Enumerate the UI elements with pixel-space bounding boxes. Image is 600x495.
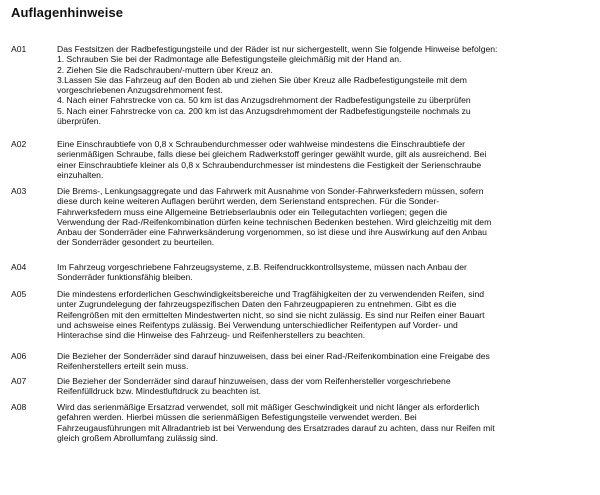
entry-code: A05	[11, 289, 27, 299]
entry-code: A04	[11, 262, 27, 272]
text-line: Reifenherstellers erteilt sein muss.	[57, 361, 189, 372]
text-line: 5. Nach einer Fahrstrecke von ca. 200 km ist das Anzugsdrehmoment der Radbefestigungsteile nochmals zu	[57, 105, 471, 116]
text-line: Verwendung der Rad-/Reifenkombination dürfen keine technischen Bedenken bestehen. Wird gleichzeitig mit dem	[57, 216, 492, 227]
entry-text	[57, 376, 597, 397]
entry-code: A02	[11, 139, 27, 149]
text-line: überprüfen.	[57, 116, 101, 127]
text-line: Die Bezieher der Sonderräder sind darauf hinzuweisen, dass bei einer Rad-/Reifenkombination eine Freigabe des	[57, 351, 490, 361]
text-line: serienmäßigen Schraube, falls diese bei gleichem Radwerkstoff geringer gewählt wurde, gilt als ausreichend. Bei	[57, 149, 487, 160]
text-line: Das Festsitzen der Radbefestigungsteile und der Räder ist nur sichergestellt, wenn Sie folgende Hinweise befolgen:	[57, 44, 498, 54]
text-line: 4. Nach einer Fahrstrecke von ca. 50 km ist das Anzugsdrehmoment der Radbefestigungsteile zu überprüfen	[57, 95, 471, 106]
text-line: Sonderräder funktionsfähig bleiben.	[57, 272, 193, 283]
text-line: Im Fahrzeug vorgeschriebene Fahrzeugsysteme, z.B. Reifendruckkontrollsysteme, müssen nach Anbau der	[57, 262, 467, 272]
text-line: Reifengrößen mit den ermittelten Mindestwerten nicht, so sind sie nicht zulässig. Es sind nur Reifen einer Bauart	[57, 309, 485, 320]
text-line: Wird das serienmäßige Ersatzrad verwendet, soll mit mäßiger Geschwindigkeit und nicht länger als erforderlich	[57, 402, 480, 412]
entry-code: A07	[11, 376, 27, 386]
entry-text	[57, 186, 597, 248]
text-line: vorgeschriebenen Anzugsdrehmoment fest.	[57, 85, 223, 96]
text-line: Eine Einschraubtiefe von 0,8 x Schraubendurchmesser oder wahlweise mindestens die Einschraubtiefe der	[57, 139, 465, 149]
entry-text	[57, 139, 597, 180]
text-line: gefahren werden. Hierbei müssen die serienmäßigen Befestigungsteile verwendet werden. Bei	[57, 412, 417, 423]
text-line: 3.Lassen Sie das Fahrzeug auf den Boden ab und ziehen Sie über Kreuz alle Radbefestigungsteile mit dem	[57, 74, 467, 85]
entry-text	[57, 351, 597, 372]
text-line: und achsweise eines Reifentyps zulässig. Bei Verwendung unterschiedlicher Reifentypen auf Vorder- und	[57, 319, 458, 330]
text-line: Fahrwerksfedern muss eine Allgemeine Betriebserlaubnis oder ein Teilegutachten vorliegen; gegen die	[57, 206, 448, 217]
page-title: Auflagenhinweise	[11, 5, 124, 20]
text-line: Hinterachse sind die Hinweise des Fahrzeug- und Reifenherstellers zu beachten.	[57, 330, 366, 341]
text-line: einzuhalten.	[57, 169, 104, 180]
text-line: 1. Schrauben Sie bei der Radmontage alle Befestigungsteile gleichmäßig mit der Hand an.	[57, 54, 402, 65]
entry-code: A01	[11, 44, 27, 54]
text-line: diese durch keine weiteren Auflagen berührt werden, dem Serienstand entsprechen. Für die Sonder-	[57, 196, 440, 207]
text-line: gleich großem Abrollumfang zulässig sind.	[57, 432, 218, 443]
text-line: Die Brems-, Lenkungsaggregate und das Fahrwerk mit Ausnahme von Sonder-Fahrwerksfedern müssen, sofern	[57, 186, 484, 196]
text-line: Die Bezieher der Sonderräder sind darauf hinzuweisen, dass der vom Reifenhersteller vorgeschriebene	[57, 376, 451, 386]
text-line: unter Zugrundelegung der fahrzeugspezifischen Daten den Fahrzeugpapieren zu entnehmen. Gibt es die	[57, 299, 457, 310]
text-line: einer Einschraubtiefe kleiner als 0,8 x Schraubendurchmesser ist mindestens die Festigkeit der Serienschraube	[57, 159, 482, 170]
entry-code: A03	[11, 186, 27, 196]
text-line: 2. Ziehen Sie die Radschrauben/-muttern über Kreuz an.	[57, 64, 273, 75]
text-line: Fahrzeugausführungen mit Allradantrieb ist bei Verwendung des Ersatzrades darauf zu achten, dass nur Reifen mit	[57, 422, 495, 433]
entry-text	[57, 262, 597, 283]
entry-code: A08	[11, 402, 27, 412]
entry-text	[57, 289, 597, 340]
entry-text	[57, 402, 597, 443]
entry-text	[57, 44, 597, 126]
text-line: Die mindestens erforderlichen Geschwindigkeitsbereiche und Tragfähigkeiten der zu verwendenden Reifen, sind	[57, 289, 485, 299]
entry-code: A06	[11, 351, 27, 361]
text-line: Reifenfülldruck bzw. Mindestluftdruck zu beachten ist.	[57, 386, 261, 397]
text-line: Anbau der Sonderräder eine Fahrwerksänderung vorgenommen, so ist diese und ihre Auswirkung auf den Anbau	[57, 227, 487, 238]
text-line: der Sonderräder gesondert zu beurteilen.	[57, 237, 215, 248]
